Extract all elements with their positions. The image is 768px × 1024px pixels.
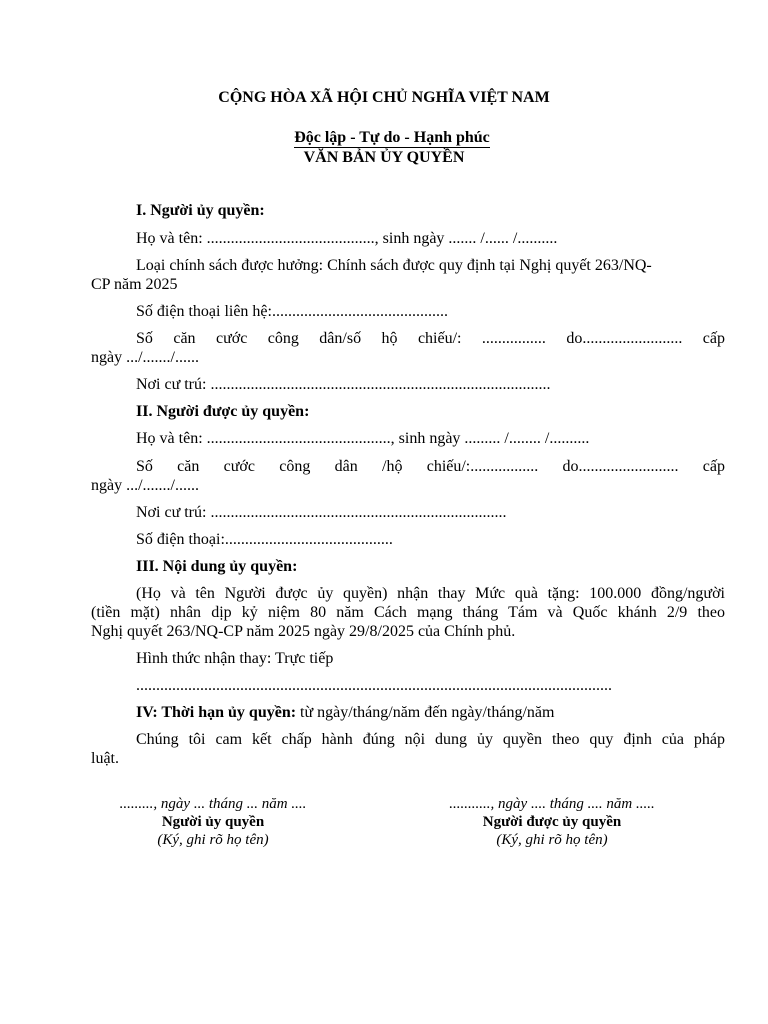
commitment-line1: Chúng tôi cam kết chấp hành đúng nội dung ủy quyền theo quy định của pháp: [136, 731, 725, 748]
left-signer-note: (Ký, ghi rõ họ tên): [157, 832, 269, 848]
grantor-policy-line1: Loại chính sách được hưởng: Chính sách được quy định tại Nghị quyết 263/NQ-: [136, 257, 652, 274]
document-title: VĂN BẢN ỦY QUYỀN: [303, 149, 465, 166]
right-signer-title: Người được ủy quyền: [482, 814, 622, 830]
content-line1: (Họ và tên Người được ủy quyền) nhận thay Mức quà tặng: 100.000 đồng/người: [136, 585, 725, 602]
content-line2: (tiền mặt) nhân dịp kỷ niệm 80 năm Cách mạng tháng Tám và Quốc khánh 2/9 theo: [91, 604, 725, 621]
grantor-phone-field: Số điện thoại liên hệ:............................................: [136, 303, 448, 320]
grantor-id-line2: ngày .../......./......: [91, 349, 199, 366]
grantee-address-field: Nơi cư trú: ..........................................................................: [136, 504, 507, 521]
grantor-policy-line2: CP năm 2025: [91, 276, 178, 293]
grantor-id-line1: Số căn cước công dân/số hộ chiếu/: ................ do......................... cấp: [136, 330, 725, 347]
receive-method: Hình thức nhận thay: Trực tiếp: [136, 650, 334, 667]
commitment-line2: luật.: [91, 750, 119, 767]
authorization-term: từ ngày/tháng/năm đến ngày/tháng/năm: [296, 704, 555, 721]
left-signer-title: Người ủy quyền: [161, 814, 265, 830]
grantee-name-field: Họ và tên: .............................................., sinh ngày ......... /........ /..........: [136, 430, 590, 447]
section2-heading: II. Người được ủy quyền:: [136, 403, 310, 420]
section4-heading: IV: Thời hạn ủy quyền:: [136, 704, 297, 721]
section3-heading: III. Nội dung ủy quyền:: [136, 558, 298, 575]
section4-line: [136, 703, 554, 723]
right-signer-note: (Ký, ghi rõ họ tên): [496, 832, 608, 848]
grantor-address-field: Nơi cư trú: .....................................................................................: [136, 376, 551, 393]
content-line3: Nghị quyết 263/NQ-CP năm 2025 ngày 29/8/2025 của Chính phủ.: [91, 623, 516, 640]
grantor-name-field: Họ và tên: .........................................., sinh ngày ....... /...... /..........: [136, 230, 558, 247]
left-date-line: ........., ngày ... tháng ... năm ....: [119, 796, 307, 812]
national-title: CỘNG HÒA XÃ HỘI CHỦ NGHĨA VIỆT NAM: [218, 89, 550, 106]
dotted-fill-line: .......................................................................................................................: [136, 677, 612, 694]
motto: Độc lập - Tự do - Hạnh phúc: [294, 129, 490, 146]
grantee-phone-field: Số điện thoại:..........................................: [136, 531, 393, 548]
section1-heading: I. Người ủy quyền:: [136, 202, 265, 219]
grantee-id-line1: Số căn cước công dân /hộ chiếu/:................. do......................... cấp: [136, 458, 725, 475]
right-date-line: ..........., ngày .... tháng .... năm .....: [449, 796, 655, 812]
grantee-id-line2: ngày .../......./......: [91, 477, 199, 494]
